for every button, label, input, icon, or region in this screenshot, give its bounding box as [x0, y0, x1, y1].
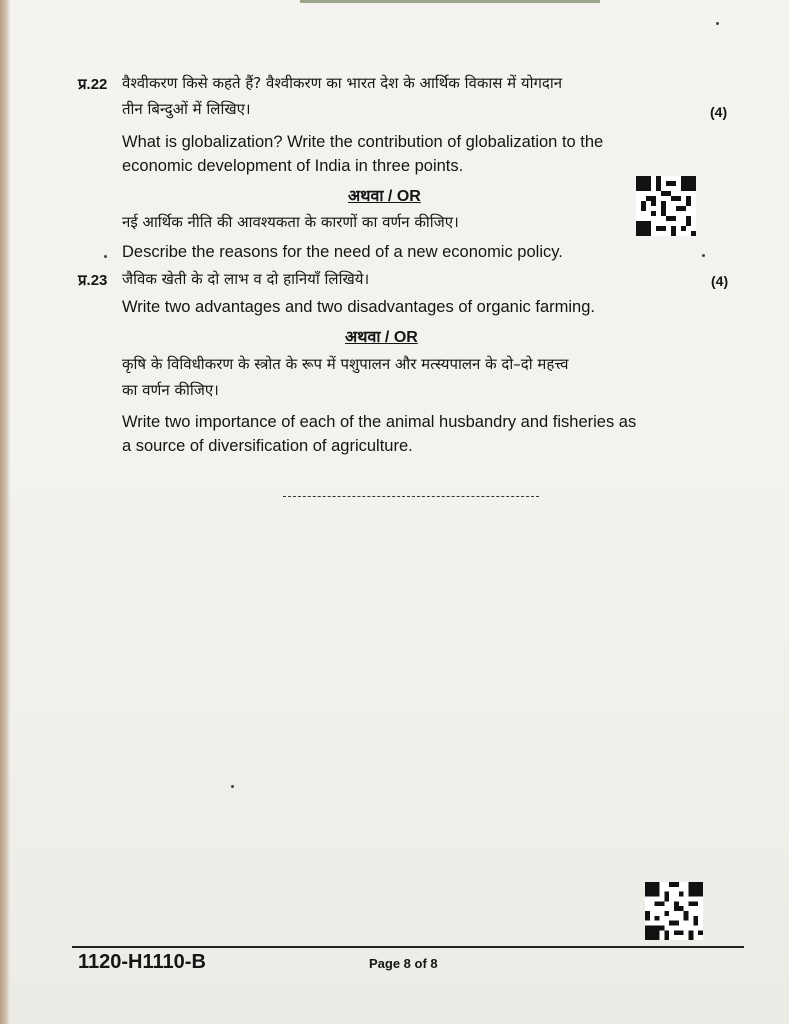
- footer-rule: [72, 946, 744, 948]
- ink-speck: [104, 255, 107, 258]
- paper-left-edge: [0, 0, 10, 1024]
- q22-alt-english: Describe the reasons for the need of a new economic policy.: [122, 243, 563, 261]
- q23-alt-hindi-line1: कृषि के विविधीकरण के स्त्रोत के रूप में पशुपालन और मत्स्यपालन के दो–दो महत्त्व: [122, 355, 569, 373]
- q22-marks: (4): [710, 104, 728, 120]
- paper-code: 1120-H1110-B: [78, 951, 206, 973]
- qr-code-bottom: [645, 882, 703, 940]
- q23-alt-english-line2: a source of diversification of agriculture.: [122, 437, 413, 455]
- question-number-22: प्र.22: [78, 76, 108, 93]
- ink-speck: [716, 22, 719, 25]
- q22-alt-hindi: नई आर्थिक नीति की आवश्यकता के कारणों का वर्णन कीजिए।: [122, 213, 459, 231]
- q23-marks: (4): [711, 273, 729, 289]
- paper-top-edge: [300, 0, 600, 3]
- q23-english-line1: Write two advantages and two disadvantages of organic farming.: [122, 298, 595, 316]
- ink-speck: [231, 785, 234, 788]
- q22-or-label: अथवा / OR: [348, 188, 421, 205]
- page-number: Page 8 of 8: [369, 956, 438, 971]
- q22-hindi-line1: वैश्वीकरण किसे कहते हैं? वैश्वीकरण का भारत देश के आर्थिक विकास में योगदान: [122, 74, 563, 92]
- ink-speck: [702, 254, 705, 257]
- q22-english-line2: economic development of India in three points.: [122, 157, 464, 175]
- q23-or-label: अथवा / OR: [345, 329, 418, 346]
- q23-hindi-line1: जैविक खेती के दो लाभ व दो हानियाँ लिखिये।: [122, 270, 370, 288]
- end-of-paper-dashed-line: [283, 496, 539, 497]
- q22-hindi-line2: तीन बिन्दुओं में लिखिए।: [122, 100, 251, 118]
- q23-alt-hindi-line2: का वर्णन कीजिए।: [122, 381, 219, 399]
- qr-code-top: [636, 176, 696, 236]
- q23-alt-english-line1: Write two importance of each of the animal husbandry and fisheries as: [122, 413, 637, 431]
- q22-english-line1: What is globalization? Write the contribution of globalization to the: [122, 133, 604, 151]
- question-number-23: प्र.23: [78, 272, 108, 289]
